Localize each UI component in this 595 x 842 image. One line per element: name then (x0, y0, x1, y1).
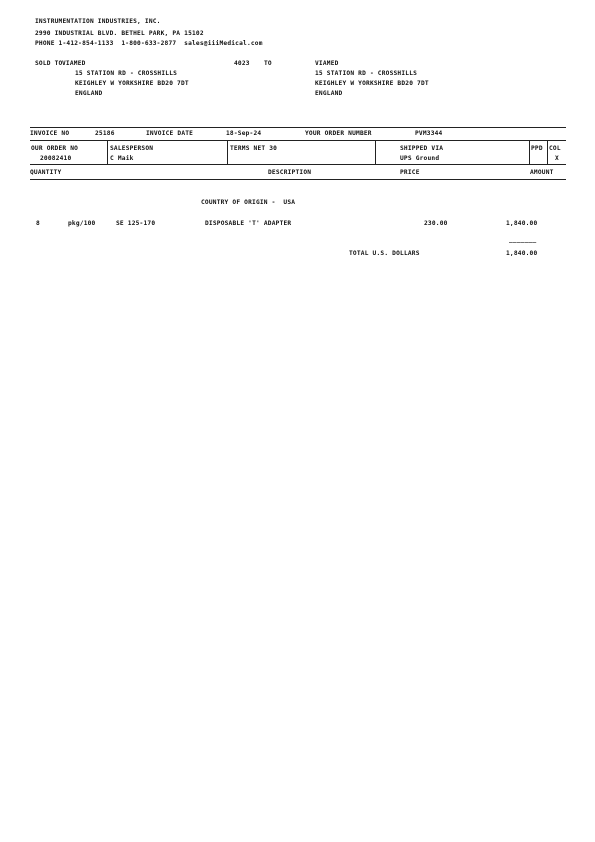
company-name: INSTRUMENTATION INDUSTRIES, INC. (35, 18, 161, 25)
our-order-label: OUR ORDER NO (31, 145, 79, 152)
ship-to-label: TO (264, 60, 272, 67)
sold-to-label: SOLD TO (35, 60, 63, 67)
country-of-origin: COUNTRY OF ORIGIN - USA (201, 199, 296, 206)
salesperson: C Maik (110, 155, 134, 162)
ship-to-line1: 15 STATION RD - CROSSHILLS (315, 70, 418, 77)
company-contact: PHONE 1-412-854-1133 1-800-633-2877 sales@iiiMedical.com (35, 40, 263, 47)
ship-to-name: VIAMED (315, 60, 339, 67)
divider (547, 140, 548, 164)
ppd-label: PPD (531, 145, 543, 152)
item-quantity: 8 (36, 220, 40, 227)
our-order-number: 20082410 (40, 155, 72, 162)
invoice-no: 25186 (95, 130, 115, 137)
item-unit: pkg/100 (68, 220, 96, 227)
account-number: 4023 (234, 60, 250, 67)
total-value: 1,840.00 (506, 250, 538, 257)
ship-to-line3: ENGLAND (315, 90, 343, 97)
shipped-via-label: SHIPPED VIA (400, 145, 444, 152)
col-value: X (555, 155, 559, 162)
total-rule: _______ (509, 236, 537, 243)
divider (107, 140, 108, 164)
divider (227, 140, 228, 164)
column-header-price: PRICE (400, 169, 420, 176)
total-label: TOTAL U.S. DOLLARS (349, 250, 420, 257)
company-address: 2990 INDUSTRIAL BLVD. BETHEL PARK, PA 15102 (35, 30, 204, 37)
item-part-number: SE 125-170 (116, 220, 156, 227)
salesperson-label: SALESPERSON (110, 145, 154, 152)
sold-to-line2: KEIGHLEY W YORKSHIRE BD20 7DT (75, 80, 189, 87)
your-order-number: PVM3344 (415, 130, 443, 137)
divider (30, 140, 566, 141)
item-price: 230.00 (424, 220, 448, 227)
terms: TERMS NET 30 (230, 145, 278, 152)
sold-to-name: VIAMED (62, 60, 86, 67)
column-header-quantity: QUANTITY (30, 169, 62, 176)
item-amount: 1,840.00 (506, 220, 538, 227)
your-order-label: YOUR ORDER NUMBER (305, 130, 372, 137)
column-header-description: DESCRIPTION (268, 169, 312, 176)
shipped-via: UPS Ground (400, 155, 440, 162)
divider (30, 179, 566, 180)
divider (30, 164, 566, 165)
divider (30, 127, 566, 128)
ship-to-line2: KEIGHLEY W YORKSHIRE BD20 7DT (315, 80, 429, 87)
sold-to-line3: ENGLAND (75, 90, 103, 97)
column-header-amount: AMOUNT (530, 169, 554, 176)
invoice-date-label: INVOICE DATE (146, 130, 194, 137)
item-description: DISPOSABLE 'T' ADAPTER (205, 220, 292, 227)
invoice-date: 18-Sep-24 (226, 130, 262, 137)
sold-to-line1: 15 STATION RD - CROSSHILLS (75, 70, 178, 77)
divider (375, 140, 376, 164)
divider (529, 140, 530, 164)
col-label: COL (549, 145, 561, 152)
invoice-no-label: INVOICE NO (30, 130, 70, 137)
